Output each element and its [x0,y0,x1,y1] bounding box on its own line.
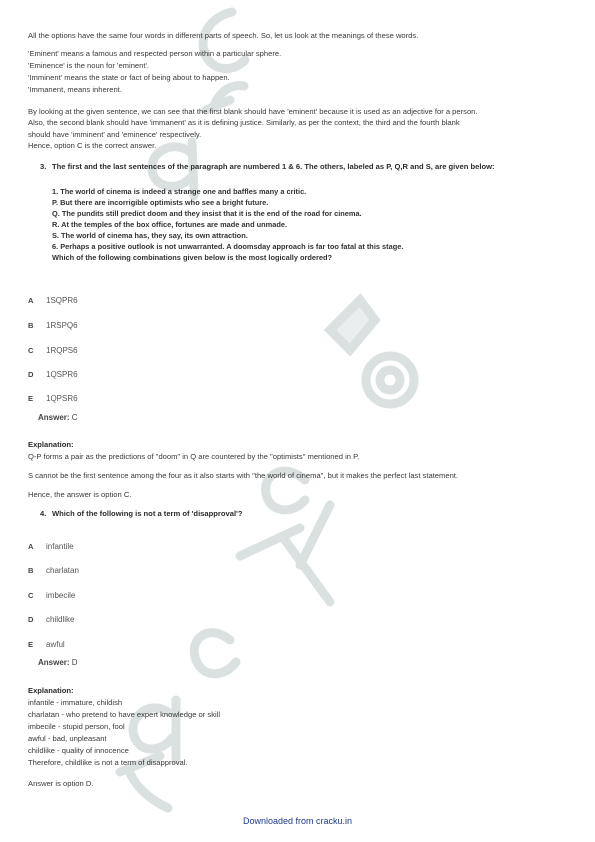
option-a[interactable] [28,542,74,551]
explanation-line: By looking at the given sentence, we can see that the first blank should have 'eminent' because it is used as an adjective for a person. [28,107,478,116]
explanation-line: Also, the second blank should have 'immanent' as it is defining justice. Similarly, as per the context, the third and the fourth blank [28,118,460,127]
explanation-line: Q-P forms a pair as the predictions of "doom" in Q are countered by the "optimists" mentioned in P. [28,452,360,461]
answer [38,658,78,667]
definition-line: 'Eminence' is the noun for 'eminent'. [28,61,150,70]
paragraph-sentence: R. At the temples of the box office, fortunes are made and unmade. [52,220,288,229]
definition-line: 'Eminent' means a famous and respected person within a particular sphere. [28,49,282,58]
explanation-line: childlike - quality of innocence [28,746,129,755]
option-letter: A [28,542,34,551]
question-text: The first and the last sentences of the paragraph are numbered 1 & 6. The others, labeled as P, Q,R and S, are given below: [52,162,495,171]
option-e[interactable] [28,640,65,649]
explanation-heading: Explanation: [28,440,74,449]
paragraph-sentence: 1. The world of cinema is indeed a strange one and baffles many a critic. [52,187,307,196]
option-text: 1QPSR6 [46,394,78,403]
answer-value: C [71,413,78,422]
paragraph-sentence: Q. The pundits still predict doom and they insist that it is the end of the road for cinema. [52,209,362,218]
option-text: imbecile [46,591,76,600]
option-b[interactable] [28,321,78,330]
option-letter: E [28,394,34,403]
option-text: awful [46,640,65,649]
option-letter: C [28,346,34,355]
explanation-line: Hence, option C is the correct answer. [28,141,157,150]
explanation-heading: Explanation: [28,686,74,695]
explanation-line: Answer is option D. [28,779,94,788]
explanation-line: Hence, the answer is option C. [28,490,132,499]
explanation-line: imbecile - stupid person, fool [28,722,125,731]
question-text: Which of the following is not a term of 'disapproval'? [52,509,243,518]
option-a[interactable] [28,296,78,305]
definition-line: 'Immanent, means inherent. [28,85,122,94]
option-letter: A [28,296,34,305]
answer-label: Answer: [38,658,70,667]
explanation-line: should have 'imminent' and 'eminence' respectively. [28,130,202,139]
option-letter: B [28,321,34,330]
explanation-line: S cannot be the first sentence among the four as it also starts with "the world of cinema", but it makes the perfect last statement. [28,471,459,480]
option-c[interactable] [28,591,75,600]
option-text: charlatan [46,566,79,575]
option-text: 1SQPR6 [46,296,78,305]
answer-label: Answer: [38,413,70,422]
option-c[interactable] [28,346,78,355]
explanation-line: awful - bad, unpleasant [28,734,107,743]
footer-link[interactable]: Downloaded from cracku.in [242,816,353,826]
paragraph-sentence: P. But there are incorrigible optimists who see a bright future. [52,198,269,207]
option-letter: E [28,640,34,649]
option-text: infantile [46,542,74,551]
option-letter: D [28,615,34,624]
option-d[interactable] [28,370,78,379]
option-text: childlike [46,615,75,624]
option-b[interactable] [28,566,79,575]
option-d[interactable] [28,615,74,624]
option-text: 1QSPR6 [46,370,78,379]
question-number: 4. [40,509,47,518]
answer-value: D [71,658,78,667]
question-prompt: Which of the following combinations given below is the most logically ordered? [52,253,333,262]
explanation-line: charlatan - who pretend to have expert knowledge or skill [28,710,221,719]
definition-line: 'Imminent' means the state or fact of being about to happen. [28,73,230,82]
explanation-line: Therefore, childlike is not a term of disapproval. [28,758,188,767]
intro-line: All the options have the same four words in different parts of speech. So, let us look at the meanings of these words. [28,31,419,40]
paragraph-sentence: 6. Perhaps a positive outlook is not unwarranted. A doomsday approach is far too fatal at this stage. [52,242,404,251]
option-text: 1RSPQ6 [46,321,78,330]
option-letter: C [28,591,34,600]
option-letter: B [28,566,34,575]
option-text: 1RQPS6 [46,346,78,355]
question-number: 3. [40,162,47,171]
answer [38,413,78,422]
explanation-line: infantile - immature, childish [28,698,123,707]
option-letter: D [28,370,34,379]
option-e[interactable] [28,394,78,403]
paragraph-sentence: S. The world of cinema has, they say, its own attraction. [52,231,248,240]
